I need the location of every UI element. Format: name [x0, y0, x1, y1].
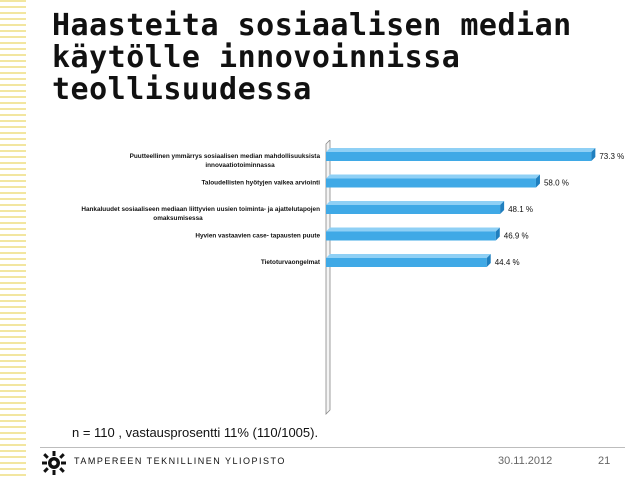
category-label: Hyvien vastaavien case- tapausten puute — [195, 232, 320, 240]
bar — [326, 152, 591, 161]
bar-group — [261, 254, 520, 267]
bar-value-label: 58.0 % — [543, 178, 569, 188]
bar-top-face — [326, 228, 500, 232]
bar-top-face — [326, 201, 504, 205]
slide-date: 30.11.2012 — [498, 455, 553, 467]
bar-top-face — [326, 254, 491, 258]
category-label: Taloudellisten hyötyjen vaikea arviointi — [201, 179, 320, 187]
sample-size-note: n = 110 , vastausprosentti 11% (110/1005). — [72, 425, 319, 440]
bar-group — [195, 228, 528, 241]
decorative-side-band — [0, 0, 26, 479]
category-label: Hankaluudet sosiaaliseen mediaan liittyvien uusien toiminta- ja ajattelutapojen — [81, 206, 320, 213]
organization-name: TAMPEREEN TEKNILLINEN YLIOPISTO — [74, 456, 286, 466]
university-logo-icon — [40, 450, 68, 476]
bar-value-label: 44.4 % — [494, 258, 520, 267]
bar-top-face — [326, 148, 595, 152]
page-number: 21 — [598, 455, 611, 467]
footer-divider — [40, 447, 625, 448]
bar-chart — [40, 140, 630, 420]
bar — [326, 179, 536, 188]
category-label: Tietoturvaongelmat — [260, 259, 320, 266]
bar-group — [130, 148, 625, 169]
bar-group — [81, 201, 533, 222]
bar — [326, 205, 500, 214]
bar-value-label: 46.9 % — [503, 231, 529, 241]
bar — [326, 232, 496, 241]
category-label: Puutteellinen ymmärrys sosiaalisen median mahdollisuuksista — [129, 153, 320, 160]
bar-value-label: 73.3 % — [599, 152, 625, 161]
bar — [326, 258, 487, 267]
bar-top-face — [326, 175, 540, 179]
bar-value-label: 48.1 % — [508, 205, 534, 214]
bar-group — [202, 175, 569, 188]
slide-title: Haasteita sosiaalisen median käytölle innovoinnissa teollisuudessa — [52, 8, 572, 107]
category-label: omaksumisessa — [153, 215, 203, 222]
category-label: innovaatiotoiminnassa — [205, 162, 275, 169]
